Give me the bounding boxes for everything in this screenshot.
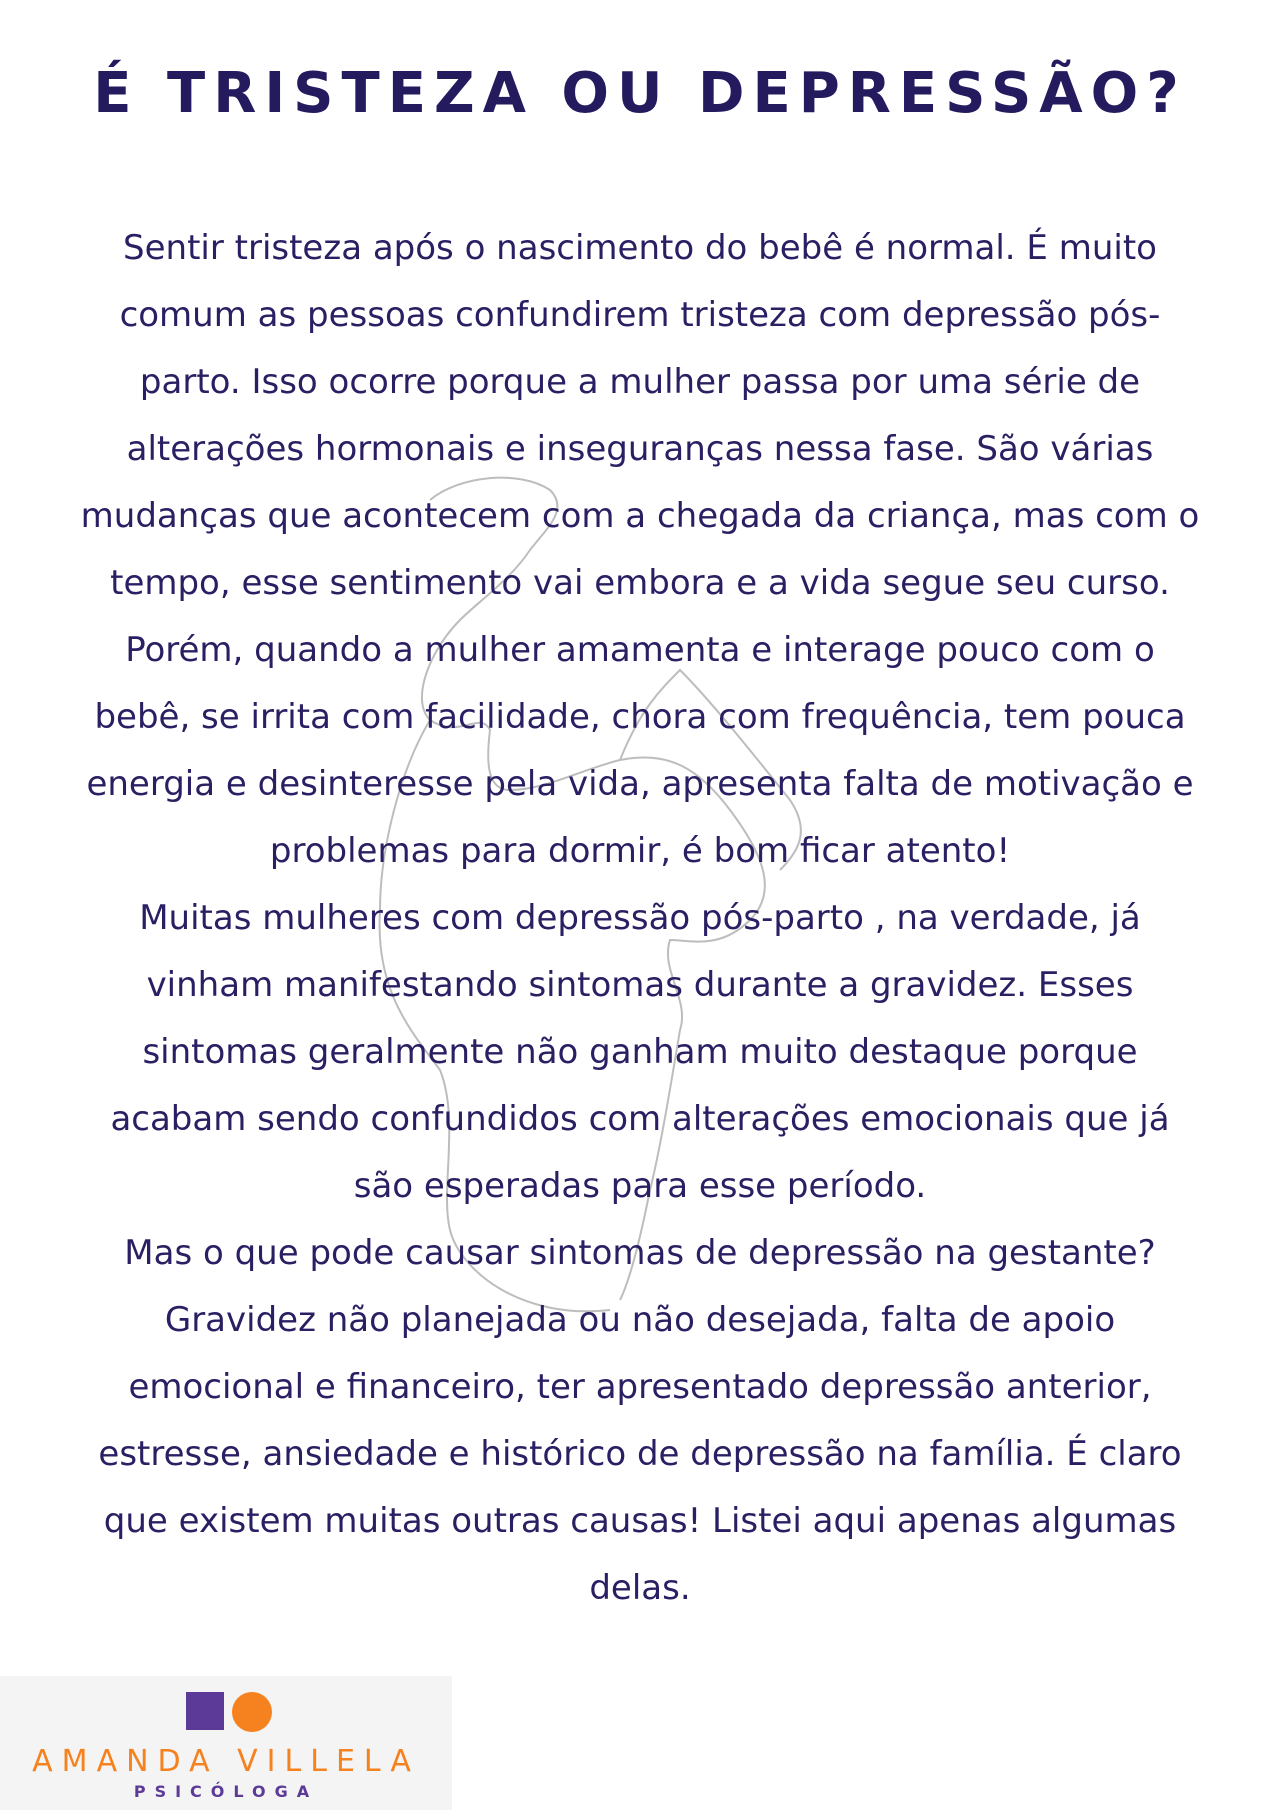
logo (0, 1676, 452, 1810)
paragraph: Porém, quando a mulher amamenta e interage pouco com o bebê, se irrita com facilidade, chora com frequência, tem pouca energia e desinteresse pela vida, apresenta falta de motivação e problemas para dormir, é bom ficar atento! (86, 630, 1194, 871)
paragraph: Mas o que pode causar sintomas de depressão na gestante? Gravidez não planejada ou não desejada, falta de apoio emocional e financeiro, ter apresentado depressão anterior, estresse, ansiedade e histórico de depressão na família. É claro que existem muitas outras causas! Listei aqui apenas algumas delas. (98, 1233, 1182, 1608)
logo-square-icon (186, 1692, 224, 1730)
logo-name: AMANDA VILLELA (32, 1744, 420, 1779)
paragraph: Sentir tristeza após o nascimento do bebê é normal. É muito comum as pessoas confundirem tristeza com depressão pós-parto. Isso ocorre porque a mulher passa por uma série de alterações hormonais e inseguranças nessa fase. São várias mudanças que acontecem com a chegada da criança, mas com o tempo, esse sentimento vai embora e a vida segue seu curso. (80, 228, 1200, 603)
body-text (80, 215, 1200, 1622)
page-title: É TRISTEZA OU DEPRESSÃO? (93, 61, 1187, 126)
logo-role: PSICÓLOGA (133, 1782, 319, 1801)
paragraph: Muitas mulheres com depressão pós-parto , na verdade, já vinham manifestando sintomas durante a gravidez. Esses sintomas geralmente não ganham muito destaque porque acabam sendo confundidos com alterações emocionais que já são esperadas para esse período. (110, 898, 1170, 1206)
logo-circle-icon (232, 1692, 272, 1732)
